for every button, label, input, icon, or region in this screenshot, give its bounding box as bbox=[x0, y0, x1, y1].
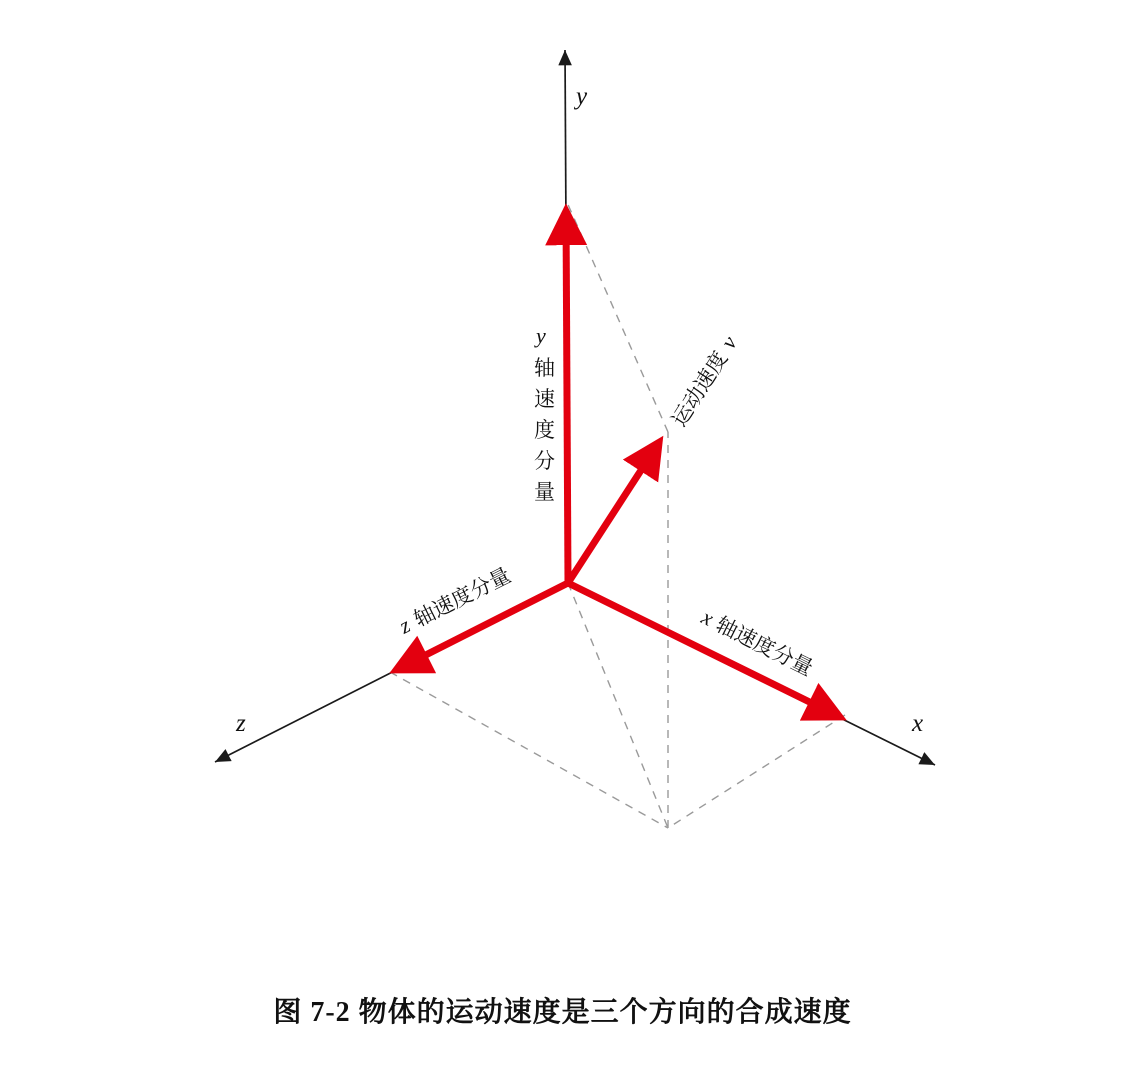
z-component-label-symbol: z bbox=[395, 612, 414, 639]
resultant-velocity-label bbox=[666, 331, 742, 430]
z-axis-label: z bbox=[236, 710, 246, 737]
y-component-label-char-3: 度 bbox=[534, 419, 555, 442]
dashed-origin-to-far-corner bbox=[568, 583, 668, 828]
resultant-velocity-label-text: 运动速度 bbox=[667, 347, 733, 431]
y-component-label-char-1: 轴 bbox=[534, 357, 555, 380]
resultant-velocity-label-symbol: v bbox=[715, 331, 742, 354]
y-component-label bbox=[534, 323, 555, 504]
x-component-label-symbol: x bbox=[697, 604, 718, 631]
resultant-velocity-vector bbox=[568, 444, 658, 583]
dashed-x-to-far-corner bbox=[668, 715, 845, 828]
figure-caption: 图 7-2 物体的运动速度是三个方向的合成速度 bbox=[273, 997, 852, 1028]
y-component-vector bbox=[566, 213, 568, 583]
y-component-label-symbol: y bbox=[536, 323, 546, 348]
y-component-label-char-4: 分 bbox=[534, 450, 555, 473]
y-axis-label: y bbox=[576, 83, 588, 110]
x-component-label-text: 轴速度分量 bbox=[712, 613, 817, 681]
x-axis-label: x bbox=[912, 710, 924, 737]
construction-lines bbox=[390, 200, 845, 828]
dashed-z-to-far-corner bbox=[390, 672, 668, 828]
axis-lines bbox=[215, 50, 935, 765]
y-component-label-char-5: 量 bbox=[534, 481, 555, 504]
y-component-label-char-2: 速 bbox=[534, 388, 555, 411]
dashed-v-to-y-tip bbox=[566, 200, 668, 432]
x-component-label bbox=[697, 604, 817, 681]
z-component-label-text: 轴速度分量 bbox=[410, 563, 515, 632]
z-component-label bbox=[394, 562, 514, 639]
